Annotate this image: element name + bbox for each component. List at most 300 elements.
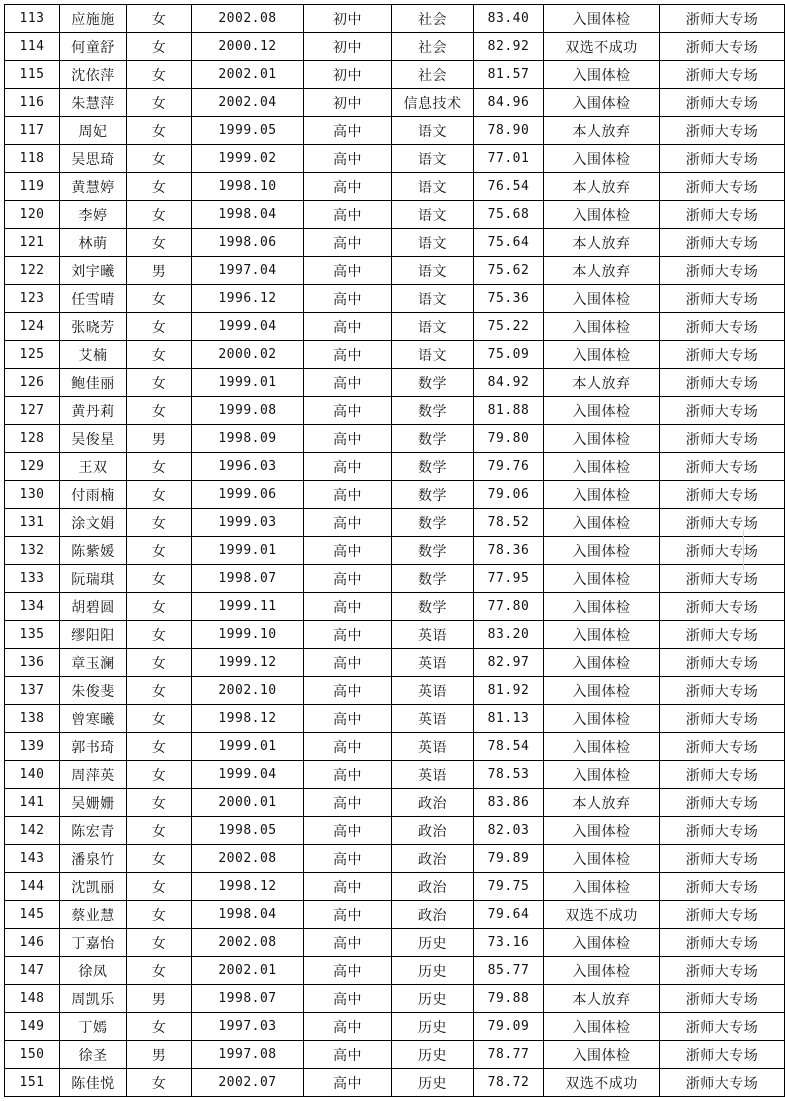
subject-cell: 历史 xyxy=(392,1041,474,1069)
birth-date-cell: 1998.05 xyxy=(192,817,304,845)
recruitment-venue-cell: 浙师大专场 xyxy=(660,453,785,481)
recruitment-venue-cell: 浙师大专场 xyxy=(660,733,785,761)
row-number-cell: 117 xyxy=(5,117,60,145)
school-level-cell: 高中 xyxy=(304,145,392,173)
candidate-gender-cell: 女 xyxy=(127,929,192,957)
school-level-cell: 高中 xyxy=(304,845,392,873)
birth-date-cell: 2002.01 xyxy=(192,61,304,89)
recruitment-venue-cell: 浙师大专场 xyxy=(660,901,785,929)
table-row xyxy=(5,705,785,733)
result-status-cell: 入围体检 xyxy=(544,1041,660,1069)
table-row xyxy=(5,173,785,201)
recruitment-venue-cell: 浙师大专场 xyxy=(660,369,785,397)
score-cell: 83.86 xyxy=(474,789,544,817)
school-level-cell: 高中 xyxy=(304,873,392,901)
result-status-cell: 入围体检 xyxy=(544,565,660,593)
row-number-cell: 113 xyxy=(5,5,60,33)
school-level-cell: 高中 xyxy=(304,677,392,705)
candidate-gender-cell: 女 xyxy=(127,397,192,425)
candidate-gender-cell: 女 xyxy=(127,1013,192,1041)
recruitment-venue-cell: 浙师大专场 xyxy=(660,481,785,509)
table-row xyxy=(5,649,785,677)
table-row xyxy=(5,1013,785,1041)
score-cell: 73.16 xyxy=(474,929,544,957)
result-status-cell: 入围体检 xyxy=(544,145,660,173)
subject-cell: 信息技术 xyxy=(392,89,474,117)
table-row xyxy=(5,341,785,369)
birth-date-cell: 1998.10 xyxy=(192,173,304,201)
table-row xyxy=(5,369,785,397)
score-cell: 78.52 xyxy=(474,509,544,537)
recruitment-venue-cell: 浙师大专场 xyxy=(660,1041,785,1069)
candidate-name-cell: 丁嫣 xyxy=(60,1013,127,1041)
candidate-name-cell: 应施施 xyxy=(60,5,127,33)
school-level-cell: 高中 xyxy=(304,649,392,677)
table-row xyxy=(5,61,785,89)
subject-cell: 数学 xyxy=(392,369,474,397)
subject-cell: 政治 xyxy=(392,901,474,929)
candidate-name-cell: 阮瑞琪 xyxy=(60,565,127,593)
school-level-cell: 高中 xyxy=(304,705,392,733)
school-level-cell: 高中 xyxy=(304,481,392,509)
candidate-name-cell: 陈佳悦 xyxy=(60,1069,127,1097)
row-number-cell: 147 xyxy=(5,957,60,985)
subject-cell: 数学 xyxy=(392,593,474,621)
result-status-cell: 入围体检 xyxy=(544,621,660,649)
recruitment-venue-cell: 浙师大专场 xyxy=(660,313,785,341)
candidate-table xyxy=(4,4,785,1097)
school-level-cell: 高中 xyxy=(304,173,392,201)
row-number-cell: 150 xyxy=(5,1041,60,1069)
score-cell: 81.13 xyxy=(474,705,544,733)
candidate-gender-cell: 女 xyxy=(127,537,192,565)
row-number-cell: 132 xyxy=(5,537,60,565)
subject-cell: 数学 xyxy=(392,565,474,593)
school-level-cell: 初中 xyxy=(304,33,392,61)
candidate-gender-cell: 男 xyxy=(127,1041,192,1069)
result-status-cell: 本人放弃 xyxy=(544,789,660,817)
candidate-gender-cell: 女 xyxy=(127,313,192,341)
birth-date-cell: 1999.02 xyxy=(192,145,304,173)
school-level-cell: 初中 xyxy=(304,89,392,117)
school-level-cell: 高中 xyxy=(304,453,392,481)
candidate-gender-cell: 女 xyxy=(127,565,192,593)
result-status-cell: 入围体检 xyxy=(544,593,660,621)
candidate-table-body xyxy=(5,5,785,1097)
candidate-name-cell: 吴俊星 xyxy=(60,425,127,453)
candidate-gender-cell: 女 xyxy=(127,593,192,621)
candidate-gender-cell: 女 xyxy=(127,341,192,369)
subject-cell: 数学 xyxy=(392,509,474,537)
row-number-cell: 134 xyxy=(5,593,60,621)
result-status-cell: 入围体检 xyxy=(544,761,660,789)
table-row xyxy=(5,677,785,705)
subject-cell: 社会 xyxy=(392,61,474,89)
result-status-cell: 入围体检 xyxy=(544,5,660,33)
candidate-name-cell: 章玉澜 xyxy=(60,649,127,677)
recruitment-venue-cell: 浙师大专场 xyxy=(660,89,785,117)
row-number-cell: 126 xyxy=(5,369,60,397)
row-number-cell: 130 xyxy=(5,481,60,509)
result-status-cell: 本人放弃 xyxy=(544,229,660,257)
row-number-cell: 146 xyxy=(5,929,60,957)
page-edge-marker xyxy=(743,530,747,570)
score-cell: 75.09 xyxy=(474,341,544,369)
candidate-gender-cell: 女 xyxy=(127,33,192,61)
recruitment-venue-cell: 浙师大专场 xyxy=(660,649,785,677)
recruitment-venue-cell: 浙师大专场 xyxy=(660,537,785,565)
school-level-cell: 高中 xyxy=(304,985,392,1013)
birth-date-cell: 1998.09 xyxy=(192,425,304,453)
subject-cell: 语文 xyxy=(392,229,474,257)
table-row xyxy=(5,1041,785,1069)
birth-date-cell: 1999.03 xyxy=(192,509,304,537)
score-cell: 77.95 xyxy=(474,565,544,593)
birth-date-cell: 1997.08 xyxy=(192,1041,304,1069)
candidate-gender-cell: 女 xyxy=(127,5,192,33)
result-status-cell: 入围体检 xyxy=(544,425,660,453)
birth-date-cell: 2002.08 xyxy=(192,929,304,957)
score-cell: 79.64 xyxy=(474,901,544,929)
birth-date-cell: 1999.08 xyxy=(192,397,304,425)
subject-cell: 英语 xyxy=(392,677,474,705)
table-row xyxy=(5,425,785,453)
score-cell: 79.89 xyxy=(474,845,544,873)
subject-cell: 英语 xyxy=(392,705,474,733)
score-cell: 75.62 xyxy=(474,257,544,285)
recruitment-venue-cell: 浙师大专场 xyxy=(660,285,785,313)
candidate-gender-cell: 女 xyxy=(127,117,192,145)
candidate-name-cell: 任雪晴 xyxy=(60,285,127,313)
score-cell: 75.22 xyxy=(474,313,544,341)
table-row xyxy=(5,509,785,537)
candidate-name-cell: 蔡业慧 xyxy=(60,901,127,929)
row-number-cell: 137 xyxy=(5,677,60,705)
recruitment-venue-cell: 浙师大专场 xyxy=(660,33,785,61)
birth-date-cell: 1999.04 xyxy=(192,313,304,341)
table-row xyxy=(5,313,785,341)
school-level-cell: 高中 xyxy=(304,593,392,621)
recruitment-venue-cell: 浙师大专场 xyxy=(660,341,785,369)
row-number-cell: 114 xyxy=(5,33,60,61)
birth-date-cell: 1997.04 xyxy=(192,257,304,285)
birth-date-cell: 1999.01 xyxy=(192,733,304,761)
row-number-cell: 135 xyxy=(5,621,60,649)
result-status-cell: 本人放弃 xyxy=(544,369,660,397)
birth-date-cell: 1996.03 xyxy=(192,453,304,481)
recruitment-venue-cell: 浙师大专场 xyxy=(660,873,785,901)
result-status-cell: 入围体检 xyxy=(544,61,660,89)
row-number-cell: 140 xyxy=(5,761,60,789)
subject-cell: 英语 xyxy=(392,761,474,789)
row-number-cell: 136 xyxy=(5,649,60,677)
candidate-name-cell: 陈紫媛 xyxy=(60,537,127,565)
subject-cell: 语文 xyxy=(392,117,474,145)
subject-cell: 语文 xyxy=(392,285,474,313)
result-status-cell: 入围体检 xyxy=(544,313,660,341)
candidate-name-cell: 胡碧圆 xyxy=(60,593,127,621)
score-cell: 81.92 xyxy=(474,677,544,705)
candidate-name-cell: 付雨楠 xyxy=(60,481,127,509)
candidate-gender-cell: 女 xyxy=(127,229,192,257)
result-status-cell: 双选不成功 xyxy=(544,33,660,61)
candidate-gender-cell: 女 xyxy=(127,845,192,873)
candidate-gender-cell: 女 xyxy=(127,481,192,509)
result-status-cell: 入围体检 xyxy=(544,677,660,705)
recruitment-venue-cell: 浙师大专场 xyxy=(660,229,785,257)
score-cell: 78.36 xyxy=(474,537,544,565)
row-number-cell: 145 xyxy=(5,901,60,929)
row-number-cell: 129 xyxy=(5,453,60,481)
school-level-cell: 高中 xyxy=(304,1041,392,1069)
score-cell: 81.57 xyxy=(474,61,544,89)
row-number-cell: 139 xyxy=(5,733,60,761)
candidate-gender-cell: 女 xyxy=(127,705,192,733)
candidate-gender-cell: 男 xyxy=(127,985,192,1013)
recruitment-venue-cell: 浙师大专场 xyxy=(660,817,785,845)
score-cell: 79.80 xyxy=(474,425,544,453)
school-level-cell: 高中 xyxy=(304,817,392,845)
recruitment-venue-cell: 浙师大专场 xyxy=(660,789,785,817)
table-row xyxy=(5,201,785,229)
candidate-gender-cell: 女 xyxy=(127,649,192,677)
row-number-cell: 115 xyxy=(5,61,60,89)
candidate-name-cell: 黄丹莉 xyxy=(60,397,127,425)
birth-date-cell: 1997.03 xyxy=(192,1013,304,1041)
school-level-cell: 高中 xyxy=(304,425,392,453)
candidate-name-cell: 朱俊斐 xyxy=(60,677,127,705)
score-cell: 85.77 xyxy=(474,957,544,985)
result-status-cell: 入围体检 xyxy=(544,817,660,845)
recruitment-venue-cell: 浙师大专场 xyxy=(660,509,785,537)
subject-cell: 语文 xyxy=(392,313,474,341)
birth-date-cell: 2002.08 xyxy=(192,845,304,873)
birth-date-cell: 1998.07 xyxy=(192,985,304,1013)
recruitment-venue-cell: 浙师大专场 xyxy=(660,1069,785,1097)
subject-cell: 历史 xyxy=(392,929,474,957)
candidate-gender-cell: 女 xyxy=(127,1069,192,1097)
school-level-cell: 高中 xyxy=(304,397,392,425)
subject-cell: 数学 xyxy=(392,481,474,509)
result-status-cell: 入围体检 xyxy=(544,929,660,957)
recruitment-venue-cell: 浙师大专场 xyxy=(660,929,785,957)
birth-date-cell: 1999.05 xyxy=(192,117,304,145)
row-number-cell: 144 xyxy=(5,873,60,901)
subject-cell: 数学 xyxy=(392,537,474,565)
table-row xyxy=(5,537,785,565)
table-row xyxy=(5,621,785,649)
table-row xyxy=(5,957,785,985)
row-number-cell: 118 xyxy=(5,145,60,173)
result-status-cell: 入围体检 xyxy=(544,537,660,565)
score-cell: 79.76 xyxy=(474,453,544,481)
school-level-cell: 高中 xyxy=(304,621,392,649)
candidate-name-cell: 沈依萍 xyxy=(60,61,127,89)
candidate-gender-cell: 女 xyxy=(127,453,192,481)
candidate-gender-cell: 女 xyxy=(127,901,192,929)
school-level-cell: 高中 xyxy=(304,761,392,789)
result-status-cell: 入围体检 xyxy=(544,1013,660,1041)
result-status-cell: 入围体检 xyxy=(544,509,660,537)
row-number-cell: 149 xyxy=(5,1013,60,1041)
row-number-cell: 127 xyxy=(5,397,60,425)
table-row xyxy=(5,145,785,173)
school-level-cell: 高中 xyxy=(304,257,392,285)
birth-date-cell: 2002.07 xyxy=(192,1069,304,1097)
candidate-gender-cell: 女 xyxy=(127,201,192,229)
school-level-cell: 高中 xyxy=(304,1069,392,1097)
row-number-cell: 122 xyxy=(5,257,60,285)
school-level-cell: 高中 xyxy=(304,313,392,341)
table-row xyxy=(5,929,785,957)
subject-cell: 历史 xyxy=(392,985,474,1013)
table-row xyxy=(5,901,785,929)
candidate-gender-cell: 女 xyxy=(127,733,192,761)
table-row xyxy=(5,873,785,901)
score-cell: 82.03 xyxy=(474,817,544,845)
score-cell: 79.75 xyxy=(474,873,544,901)
candidate-name-cell: 朱慧萍 xyxy=(60,89,127,117)
result-status-cell: 双选不成功 xyxy=(544,1069,660,1097)
subject-cell: 英语 xyxy=(392,733,474,761)
recruitment-venue-cell: 浙师大专场 xyxy=(660,705,785,733)
score-cell: 82.97 xyxy=(474,649,544,677)
candidate-name-cell: 缪阳阳 xyxy=(60,621,127,649)
recruitment-venue-cell: 浙师大专场 xyxy=(660,145,785,173)
candidate-name-cell: 周凯乐 xyxy=(60,985,127,1013)
school-level-cell: 高中 xyxy=(304,285,392,313)
candidate-name-cell: 丁嘉怡 xyxy=(60,929,127,957)
row-number-cell: 141 xyxy=(5,789,60,817)
birth-date-cell: 1999.06 xyxy=(192,481,304,509)
candidate-gender-cell: 女 xyxy=(127,817,192,845)
candidate-name-cell: 鲍佳丽 xyxy=(60,369,127,397)
result-status-cell: 入围体检 xyxy=(544,89,660,117)
birth-date-cell: 1998.04 xyxy=(192,201,304,229)
birth-date-cell: 1998.12 xyxy=(192,705,304,733)
score-cell: 78.54 xyxy=(474,733,544,761)
table-row xyxy=(5,733,785,761)
birth-date-cell: 1999.01 xyxy=(192,537,304,565)
result-status-cell: 入围体检 xyxy=(544,481,660,509)
candidate-name-cell: 徐凤 xyxy=(60,957,127,985)
school-level-cell: 高中 xyxy=(304,369,392,397)
school-level-cell: 高中 xyxy=(304,1013,392,1041)
score-cell: 79.88 xyxy=(474,985,544,1013)
birth-date-cell: 1999.01 xyxy=(192,369,304,397)
candidate-gender-cell: 女 xyxy=(127,145,192,173)
recruitment-venue-cell: 浙师大专场 xyxy=(660,397,785,425)
subject-cell: 政治 xyxy=(392,789,474,817)
candidate-name-cell: 李婷 xyxy=(60,201,127,229)
row-number-cell: 121 xyxy=(5,229,60,257)
candidate-gender-cell: 女 xyxy=(127,285,192,313)
table-row xyxy=(5,761,785,789)
row-number-cell: 133 xyxy=(5,565,60,593)
recruitment-venue-cell: 浙师大专场 xyxy=(660,845,785,873)
candidate-gender-cell: 女 xyxy=(127,509,192,537)
recruitment-venue-cell: 浙师大专场 xyxy=(660,621,785,649)
recruitment-venue-cell: 浙师大专场 xyxy=(660,593,785,621)
subject-cell: 数学 xyxy=(392,397,474,425)
row-number-cell: 120 xyxy=(5,201,60,229)
score-cell: 77.01 xyxy=(474,145,544,173)
score-cell: 84.92 xyxy=(474,369,544,397)
row-number-cell: 142 xyxy=(5,817,60,845)
table-row xyxy=(5,985,785,1013)
score-cell: 78.77 xyxy=(474,1041,544,1069)
candidate-name-cell: 涂文娟 xyxy=(60,509,127,537)
score-cell: 84.96 xyxy=(474,89,544,117)
candidate-name-cell: 曾寒曦 xyxy=(60,705,127,733)
candidate-gender-cell: 女 xyxy=(127,677,192,705)
score-cell: 75.68 xyxy=(474,201,544,229)
school-level-cell: 高中 xyxy=(304,341,392,369)
score-cell: 77.80 xyxy=(474,593,544,621)
subject-cell: 英语 xyxy=(392,649,474,677)
row-number-cell: 143 xyxy=(5,845,60,873)
table-row xyxy=(5,845,785,873)
result-status-cell: 入围体检 xyxy=(544,649,660,677)
subject-cell: 政治 xyxy=(392,817,474,845)
school-level-cell: 初中 xyxy=(304,5,392,33)
row-number-cell: 116 xyxy=(5,89,60,117)
subject-cell: 英语 xyxy=(392,621,474,649)
table-row xyxy=(5,593,785,621)
recruitment-venue-cell: 浙师大专场 xyxy=(660,957,785,985)
score-cell: 81.88 xyxy=(474,397,544,425)
recruitment-venue-cell: 浙师大专场 xyxy=(660,677,785,705)
subject-cell: 历史 xyxy=(392,1013,474,1041)
birth-date-cell: 1999.12 xyxy=(192,649,304,677)
candidate-gender-cell: 女 xyxy=(127,89,192,117)
result-status-cell: 入围体检 xyxy=(544,201,660,229)
score-cell: 78.53 xyxy=(474,761,544,789)
subject-cell: 历史 xyxy=(392,957,474,985)
candidate-name-cell: 周妃 xyxy=(60,117,127,145)
subject-cell: 语文 xyxy=(392,201,474,229)
subject-cell: 政治 xyxy=(392,845,474,873)
subject-cell: 历史 xyxy=(392,1069,474,1097)
birth-date-cell: 2000.02 xyxy=(192,341,304,369)
table-row xyxy=(5,5,785,33)
result-status-cell: 入围体检 xyxy=(544,733,660,761)
row-number-cell: 128 xyxy=(5,425,60,453)
recruitment-venue-cell: 浙师大专场 xyxy=(660,425,785,453)
birth-date-cell: 2002.01 xyxy=(192,957,304,985)
candidate-name-cell: 吴姗姗 xyxy=(60,789,127,817)
birth-date-cell: 2002.10 xyxy=(192,677,304,705)
recruitment-venue-cell: 浙师大专场 xyxy=(660,985,785,1013)
candidate-gender-cell: 男 xyxy=(127,425,192,453)
row-number-cell: 131 xyxy=(5,509,60,537)
school-level-cell: 高中 xyxy=(304,509,392,537)
school-level-cell: 高中 xyxy=(304,901,392,929)
result-status-cell: 双选不成功 xyxy=(544,901,660,929)
result-status-cell: 入围体检 xyxy=(544,957,660,985)
candidate-gender-cell: 女 xyxy=(127,173,192,201)
school-level-cell: 高中 xyxy=(304,229,392,257)
birth-date-cell: 1998.04 xyxy=(192,901,304,929)
candidate-gender-cell: 女 xyxy=(127,873,192,901)
table-row xyxy=(5,481,785,509)
school-level-cell: 高中 xyxy=(304,537,392,565)
recruitment-venue-cell: 浙师大专场 xyxy=(660,565,785,593)
score-cell: 75.36 xyxy=(474,285,544,313)
score-cell: 75.64 xyxy=(474,229,544,257)
school-level-cell: 高中 xyxy=(304,957,392,985)
birth-date-cell: 1998.07 xyxy=(192,565,304,593)
